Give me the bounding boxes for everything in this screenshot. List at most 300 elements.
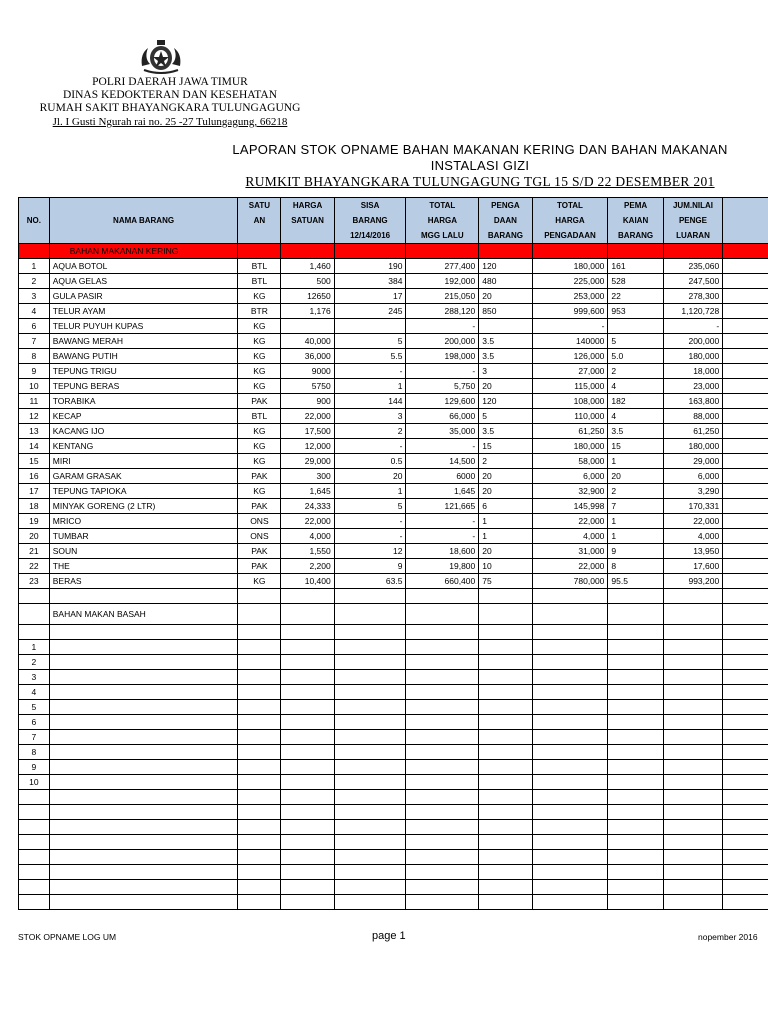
table-cell: 22,000 xyxy=(281,409,334,424)
table-cell xyxy=(49,670,238,685)
table-row xyxy=(19,424,768,439)
table-cell: 29,000 xyxy=(663,454,722,469)
table-cell: 8 xyxy=(608,559,663,574)
table-cell xyxy=(723,364,768,379)
table-cell: 17 xyxy=(19,484,50,499)
table-cell: 12 xyxy=(334,544,406,559)
table-cell: BAWANG PUTIH xyxy=(49,349,238,364)
table-cell xyxy=(479,685,532,700)
table-cell: PAK xyxy=(238,544,281,559)
table-cell xyxy=(723,850,768,865)
table-cell xyxy=(663,625,722,640)
table-cell xyxy=(19,880,50,895)
table-cell: 17,600 xyxy=(663,559,722,574)
column-header xyxy=(19,228,50,244)
table-cell xyxy=(49,685,238,700)
table-cell xyxy=(532,700,608,715)
table-cell: KG xyxy=(238,424,281,439)
table-cell: 31,000 xyxy=(532,544,608,559)
table-cell: 180,000 xyxy=(663,439,722,454)
table-row xyxy=(19,304,768,319)
table-cell: 4,000 xyxy=(532,529,608,544)
table-cell: 4 xyxy=(19,685,50,700)
table-cell: 4 xyxy=(608,379,663,394)
table-cell: 277,400 xyxy=(406,259,479,274)
table-cell: 6000 xyxy=(406,469,479,484)
table-cell xyxy=(479,670,532,685)
table-cell: 32,900 xyxy=(532,484,608,499)
table-cell: 3 xyxy=(479,364,532,379)
table-cell xyxy=(723,640,768,655)
table-cell xyxy=(532,865,608,880)
table-cell: 23 xyxy=(19,574,50,589)
table-cell: 5 xyxy=(334,499,406,514)
table-cell: AQUA GELAS xyxy=(49,274,238,289)
table-cell xyxy=(663,850,722,865)
table-cell: TORABIKA xyxy=(49,394,238,409)
table-cell xyxy=(723,880,768,895)
table-cell xyxy=(663,730,722,745)
table-row xyxy=(19,700,768,715)
table-cell xyxy=(281,244,334,259)
table-cell xyxy=(608,865,663,880)
table-cell: THE xyxy=(49,559,238,574)
table-row xyxy=(19,745,768,760)
table-cell: BERAS xyxy=(49,574,238,589)
table-cell: BTL xyxy=(238,259,281,274)
table-cell xyxy=(334,835,406,850)
column-header: LUARAN xyxy=(663,228,722,244)
table-cell: 9 xyxy=(19,760,50,775)
table-cell xyxy=(238,244,281,259)
table-cell xyxy=(608,670,663,685)
table-cell: - xyxy=(663,319,722,334)
table-cell xyxy=(663,760,722,775)
police-emblem-icon xyxy=(138,38,184,74)
table-cell xyxy=(406,604,479,625)
table-cell xyxy=(723,775,768,790)
table-row xyxy=(19,559,768,574)
table-cell: - xyxy=(406,364,479,379)
table-cell xyxy=(532,715,608,730)
table-cell xyxy=(49,835,238,850)
table-cell: MIRI xyxy=(49,454,238,469)
table-cell xyxy=(663,655,722,670)
table-cell xyxy=(608,835,663,850)
table-cell xyxy=(281,835,334,850)
table-cell: 18,000 xyxy=(663,364,722,379)
column-header: AN xyxy=(238,213,281,228)
table-cell xyxy=(406,835,479,850)
table-cell xyxy=(723,424,768,439)
org-line-1: POLRI DAERAH JAWA TIMUR xyxy=(92,76,248,88)
table-cell: 1 xyxy=(608,454,663,469)
table-cell: 200,000 xyxy=(406,334,479,349)
table-row xyxy=(19,364,768,379)
table-cell xyxy=(281,319,334,334)
table-cell xyxy=(723,289,768,304)
table-cell: TUMBAR xyxy=(49,529,238,544)
table-cell xyxy=(479,244,532,259)
table-cell: 2 xyxy=(19,655,50,670)
table-cell: 2,200 xyxy=(281,559,334,574)
table-cell: 182 xyxy=(608,394,663,409)
table-cell: 29,000 xyxy=(281,454,334,469)
table-cell: 5 xyxy=(334,334,406,349)
column-header: BARANG xyxy=(479,228,532,244)
table-cell: 2 xyxy=(608,364,663,379)
table-cell xyxy=(238,880,281,895)
column-header: KAIAN xyxy=(608,213,663,228)
table-cell: TEPUNG TAPIOKA xyxy=(49,484,238,499)
column-header: HARGA xyxy=(281,198,334,214)
table-cell: 126,000 xyxy=(532,349,608,364)
table-cell xyxy=(663,895,722,910)
table-cell xyxy=(663,670,722,685)
table-cell xyxy=(406,820,479,835)
table-cell: 144 xyxy=(334,394,406,409)
table-cell xyxy=(334,850,406,865)
table-cell xyxy=(532,625,608,640)
table-cell: 22 xyxy=(608,289,663,304)
table-cell xyxy=(19,805,50,820)
table-cell xyxy=(479,835,532,850)
table-row xyxy=(19,484,768,499)
table-cell xyxy=(238,670,281,685)
table-cell: 5 xyxy=(608,334,663,349)
table-cell: 4,000 xyxy=(663,529,722,544)
table-cell xyxy=(281,895,334,910)
table-cell: 18,600 xyxy=(406,544,479,559)
table-cell: KENTANG xyxy=(49,439,238,454)
table-cell: 23,000 xyxy=(663,379,722,394)
table-cell: 1,176 xyxy=(281,304,334,319)
table-cell: 1,120,728 xyxy=(663,304,722,319)
table-cell xyxy=(723,469,768,484)
table-cell: - xyxy=(334,364,406,379)
column-header: MGG LALU xyxy=(406,228,479,244)
table-cell xyxy=(723,559,768,574)
table-cell xyxy=(723,259,768,274)
table-cell: 20 xyxy=(608,469,663,484)
table-cell xyxy=(608,820,663,835)
column-header: PENGA xyxy=(479,198,532,214)
table-cell: 3.5 xyxy=(479,424,532,439)
table-cell: 14 xyxy=(19,439,50,454)
table-cell xyxy=(281,850,334,865)
table-cell xyxy=(334,700,406,715)
table-cell xyxy=(608,790,663,805)
table-cell xyxy=(532,820,608,835)
table-cell xyxy=(334,880,406,895)
table-cell: 180,000 xyxy=(663,349,722,364)
table-cell xyxy=(334,604,406,625)
blank-row xyxy=(19,805,768,820)
table-cell xyxy=(238,745,281,760)
table-cell xyxy=(406,895,479,910)
table-cell: 2 xyxy=(19,274,50,289)
table-cell: 3.5 xyxy=(608,424,663,439)
table-cell: 27,000 xyxy=(532,364,608,379)
table-cell: 10 xyxy=(19,775,50,790)
table-cell xyxy=(19,820,50,835)
table-cell xyxy=(608,805,663,820)
table-cell xyxy=(238,775,281,790)
table-cell: 6 xyxy=(19,319,50,334)
table-cell xyxy=(406,805,479,820)
table-cell: 278,300 xyxy=(663,289,722,304)
report-subtitle: INSTALASI GIZI xyxy=(430,158,530,173)
table-cell: 7 xyxy=(19,730,50,745)
table-cell xyxy=(608,745,663,760)
table-cell xyxy=(334,760,406,775)
table-cell xyxy=(334,589,406,604)
table-cell xyxy=(663,820,722,835)
table-cell: 12650 xyxy=(281,289,334,304)
table-cell xyxy=(49,655,238,670)
table-cell: 120 xyxy=(479,394,532,409)
table-cell: 24,333 xyxy=(281,499,334,514)
column-header: HARGA xyxy=(406,213,479,228)
table-cell: 4,000 xyxy=(281,529,334,544)
table-cell xyxy=(608,880,663,895)
column-header xyxy=(49,198,238,214)
table-cell: 7 xyxy=(19,334,50,349)
table-cell: 253,000 xyxy=(532,289,608,304)
table-cell: 129,600 xyxy=(406,394,479,409)
table-cell: GARAM GRASAK xyxy=(49,469,238,484)
table-cell: - xyxy=(406,529,479,544)
table-cell xyxy=(723,439,768,454)
table-cell xyxy=(406,760,479,775)
table-cell: MRICO xyxy=(49,514,238,529)
table-cell xyxy=(608,895,663,910)
table-cell xyxy=(723,574,768,589)
column-header xyxy=(238,228,281,244)
table-cell: 180,000 xyxy=(532,259,608,274)
table-cell xyxy=(334,790,406,805)
table-cell xyxy=(406,715,479,730)
table-cell xyxy=(723,760,768,775)
table-cell: 2 xyxy=(608,484,663,499)
table-cell: 11 xyxy=(19,394,50,409)
column-header-blank xyxy=(723,213,768,228)
table-cell xyxy=(19,895,50,910)
table-cell xyxy=(479,700,532,715)
table-cell xyxy=(723,454,768,469)
table-cell: 95.5 xyxy=(608,574,663,589)
table-cell xyxy=(663,805,722,820)
table-cell xyxy=(406,625,479,640)
table-cell xyxy=(479,589,532,604)
table-cell: 7 xyxy=(608,499,663,514)
table-cell xyxy=(532,670,608,685)
footer-left: STOK OPNAME LOG UM xyxy=(18,932,117,942)
table-cell xyxy=(406,589,479,604)
table-cell xyxy=(723,820,768,835)
section-title: BAHAN MAKANAN KERING xyxy=(49,244,238,259)
table-cell xyxy=(663,745,722,760)
column-header: BARANG xyxy=(334,213,406,228)
table-row xyxy=(19,670,768,685)
table-cell: 1 xyxy=(19,259,50,274)
blank-row xyxy=(19,589,768,604)
table-cell: 0.5 xyxy=(334,454,406,469)
column-header: PEMA xyxy=(608,198,663,214)
table-row xyxy=(19,379,768,394)
table-cell: 225,000 xyxy=(532,274,608,289)
table-cell xyxy=(663,604,722,625)
table-cell xyxy=(479,604,532,625)
table-cell xyxy=(723,334,768,349)
table-cell: 19 xyxy=(19,514,50,529)
table-cell xyxy=(281,625,334,640)
table-cell xyxy=(663,700,722,715)
table-cell: 5,750 xyxy=(406,379,479,394)
table-body xyxy=(19,244,768,910)
table-cell: KG xyxy=(238,364,281,379)
table-row xyxy=(19,655,768,670)
table-cell: - xyxy=(334,514,406,529)
table-header xyxy=(19,198,768,244)
table-cell xyxy=(49,745,238,760)
table-row xyxy=(19,319,768,334)
table-cell: 1,645 xyxy=(281,484,334,499)
table-cell xyxy=(479,745,532,760)
table-cell: 1 xyxy=(608,514,663,529)
table-cell: 121,665 xyxy=(406,499,479,514)
table-cell: 993,200 xyxy=(663,574,722,589)
table-cell xyxy=(281,730,334,745)
table-cell: 6 xyxy=(479,499,532,514)
report-title: LAPORAN STOK OPNAME BAHAN MAKANAN KERING DAN BAHAN MAKANAN xyxy=(232,142,728,157)
table-cell xyxy=(532,790,608,805)
table-cell xyxy=(532,835,608,850)
table-cell xyxy=(281,880,334,895)
column-header-blank xyxy=(723,198,768,214)
table-cell: 13 xyxy=(19,424,50,439)
table-cell xyxy=(406,730,479,745)
blank-row xyxy=(19,880,768,895)
table-row xyxy=(19,289,768,304)
table-cell: 15 xyxy=(19,454,50,469)
table-cell: 20 xyxy=(479,469,532,484)
table-cell: SOUN xyxy=(49,544,238,559)
table-cell: 192,000 xyxy=(406,274,479,289)
table-cell: 108,000 xyxy=(532,394,608,409)
table-cell: 215,050 xyxy=(406,289,479,304)
table-row xyxy=(19,544,768,559)
table-cell xyxy=(608,700,663,715)
table-cell: KG xyxy=(238,484,281,499)
table-cell: 22 xyxy=(19,559,50,574)
table-row xyxy=(19,775,768,790)
table-row xyxy=(19,730,768,745)
table-cell: 3 xyxy=(19,289,50,304)
table-cell xyxy=(479,319,532,334)
table-cell xyxy=(723,589,768,604)
table-cell xyxy=(723,349,768,364)
table-cell: 1,645 xyxy=(406,484,479,499)
table-cell: 180,000 xyxy=(532,439,608,454)
blank-row xyxy=(19,850,768,865)
table-cell xyxy=(406,244,479,259)
table-cell xyxy=(238,760,281,775)
table-cell: BTL xyxy=(238,274,281,289)
table-cell xyxy=(281,790,334,805)
table-cell xyxy=(334,895,406,910)
header-row xyxy=(19,213,768,228)
table-cell: 3.5 xyxy=(479,334,532,349)
table-cell xyxy=(406,700,479,715)
table-cell xyxy=(238,685,281,700)
table-cell xyxy=(49,640,238,655)
table-row xyxy=(19,409,768,424)
table-cell xyxy=(281,715,334,730)
table-cell xyxy=(238,655,281,670)
table-cell xyxy=(532,805,608,820)
table-cell xyxy=(723,379,768,394)
table-cell xyxy=(334,730,406,745)
table-cell: 3 xyxy=(334,409,406,424)
table-cell xyxy=(479,655,532,670)
table-cell: KG xyxy=(238,379,281,394)
table-cell: - xyxy=(334,529,406,544)
table-cell xyxy=(479,790,532,805)
table-cell xyxy=(663,685,722,700)
table-cell: 20 xyxy=(19,529,50,544)
blank-row xyxy=(19,835,768,850)
table-cell xyxy=(663,775,722,790)
table-cell xyxy=(406,880,479,895)
table-cell xyxy=(479,865,532,880)
table-cell: 247,500 xyxy=(663,274,722,289)
table-cell: 15 xyxy=(608,439,663,454)
table-cell xyxy=(334,640,406,655)
table-cell xyxy=(49,700,238,715)
table-cell xyxy=(663,589,722,604)
table-cell xyxy=(532,730,608,745)
table-cell xyxy=(723,514,768,529)
table-cell xyxy=(479,640,532,655)
table-cell: 6 xyxy=(19,715,50,730)
table-cell xyxy=(238,589,281,604)
table-cell xyxy=(532,685,608,700)
table-cell xyxy=(663,880,722,895)
table-cell xyxy=(238,820,281,835)
table-cell xyxy=(238,895,281,910)
table-cell xyxy=(334,775,406,790)
column-header: SISA xyxy=(334,198,406,214)
column-header: NAMA BARANG xyxy=(49,213,238,228)
table-cell: BTL xyxy=(238,409,281,424)
section-row-basah xyxy=(19,604,768,625)
table-cell: 6,000 xyxy=(532,469,608,484)
table-cell: 20 xyxy=(479,289,532,304)
table-cell: 4 xyxy=(608,409,663,424)
column-header-blank xyxy=(723,228,768,244)
table-cell: 35,000 xyxy=(406,424,479,439)
table-cell xyxy=(19,790,50,805)
table-cell: 14,500 xyxy=(406,454,479,469)
footer-page: page 1 xyxy=(372,930,406,942)
table-cell xyxy=(238,625,281,640)
table-cell xyxy=(723,745,768,760)
table-cell xyxy=(608,715,663,730)
table-cell xyxy=(723,319,768,334)
table-cell xyxy=(238,865,281,880)
table-cell: 5750 xyxy=(281,379,334,394)
